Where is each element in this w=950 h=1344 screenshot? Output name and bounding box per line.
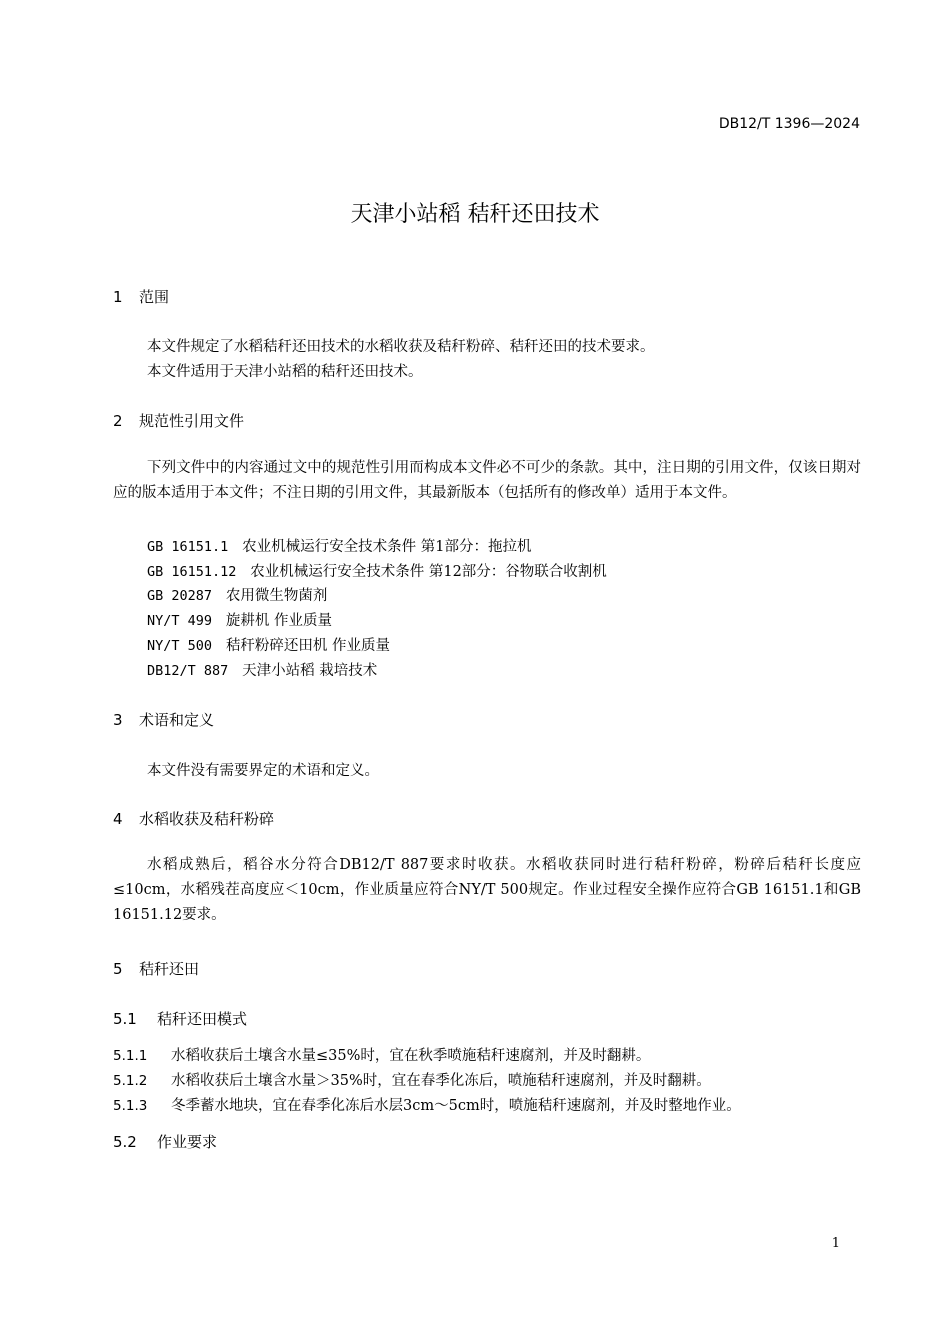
reference-item [147,560,607,581]
document-title: 天津小站稻 秸秆还田技术 [350,202,600,227]
paragraph: 本文件规定了水稻秸秆还田技术的水稻收获及秸秆粉碎、秸秆还田的技术要求。 [147,339,655,355]
subsection-title: 秸秆还田模式 [157,1010,248,1028]
subsection-5-1-heading [113,1008,247,1029]
reference-code: DB12/T 887 [147,663,229,679]
reference-item [147,535,531,556]
paragraph: 水稻成熟后，稻谷水分符合DB12/T 887要求时收获。水稻收获同时进行秸秆粉碎，粉碎后秸秆长度应≤10cm，水稻残茬高度应＜10cm，作业质量应符合NY/T 500规定。作业过程安全操作应符合GB 16151.1和GB 16151.12要求。 [113,857,861,923]
section-5-heading [113,958,199,979]
section-number: 5 [113,960,123,978]
document-code: DB12/T 1396—2024 [718,116,860,132]
section-4-heading [113,808,274,829]
paragraph: 下列文件中的内容通过文中的规范性引用而构成本文件必不可少的条款。其中，注日期的引用文件，仅该日期对应的版本适用于本文件；不注日期的引用文件，其最新版本（包括所有的修改单）适用于本文件。 [113,460,861,501]
reference-item [147,609,332,630]
reference-code: GB 20287 [147,588,213,604]
section-title: 范围 [139,288,170,306]
section-1-heading [113,286,169,307]
reference-name: 秸秆粉碎还田机 作业质量 [225,638,390,654]
section-title: 术语和定义 [139,711,215,729]
paragraph: 本文件适用于天津小站稻的秸秆还田技术。 [147,364,423,380]
clause-text: 水稻收获后土壤含水量＞35%时，宜在春季化冻后，喷施秸秆速腐剂，并及时翻耕。 [171,1073,711,1089]
page-number: 1 [831,1236,840,1251]
section-title: 规范性引用文件 [139,412,245,430]
clause-item [113,1044,650,1065]
section-3-heading [113,709,214,730]
reference-name: 旋耕机 作业质量 [225,613,332,629]
section-number: 1 [113,288,123,306]
section-title: 秸秆还田 [139,960,200,978]
reference-name: 天津小站稻 栽培技术 [242,663,378,679]
reference-name: 农业机械运行安全技术条件 第1部分：拖拉机 [242,539,532,555]
clause-number: 5.1.2 [113,1073,148,1089]
subsection-title: 作业要求 [157,1133,218,1151]
subsection-number: 5.1 [113,1010,137,1028]
subsection-5-2-heading [113,1131,217,1152]
section-number: 4 [113,810,123,828]
section-number: 2 [113,412,123,430]
section-title: 水稻收获及秸秆粉碎 [139,810,275,828]
clause-item [113,1094,741,1115]
clause-number: 5.1.3 [113,1098,148,1114]
section-number: 3 [113,711,123,729]
reference-code: GB 16151.12 [147,564,237,580]
clause-text: 冬季蓄水地块，宜在春季化冻后水层3cm～5cm时，喷施秸秆速腐剂，并及时整地作业。 [171,1098,741,1114]
reference-code: NY/T 499 [147,613,213,629]
reference-item [147,659,377,680]
clause-number: 5.1.1 [113,1048,148,1064]
reference-code: NY/T 500 [147,638,213,654]
subsection-number: 5.2 [113,1133,137,1151]
reference-name: 农业机械运行安全技术条件 第12部分：谷物联合收割机 [250,564,607,580]
reference-item [147,634,390,655]
reference-code: GB 16151.1 [147,539,229,555]
section-2-heading [113,410,244,431]
clause-item [113,1069,711,1090]
paragraph: 本文件没有需要界定的术语和定义。 [147,763,379,779]
clause-text: 水稻收获后土壤含水量≤35%时，宜在秋季喷施秸秆速腐剂，并及时翻耕。 [171,1048,651,1064]
reference-item [147,584,327,605]
reference-name: 农用微生物菌剂 [225,588,328,604]
